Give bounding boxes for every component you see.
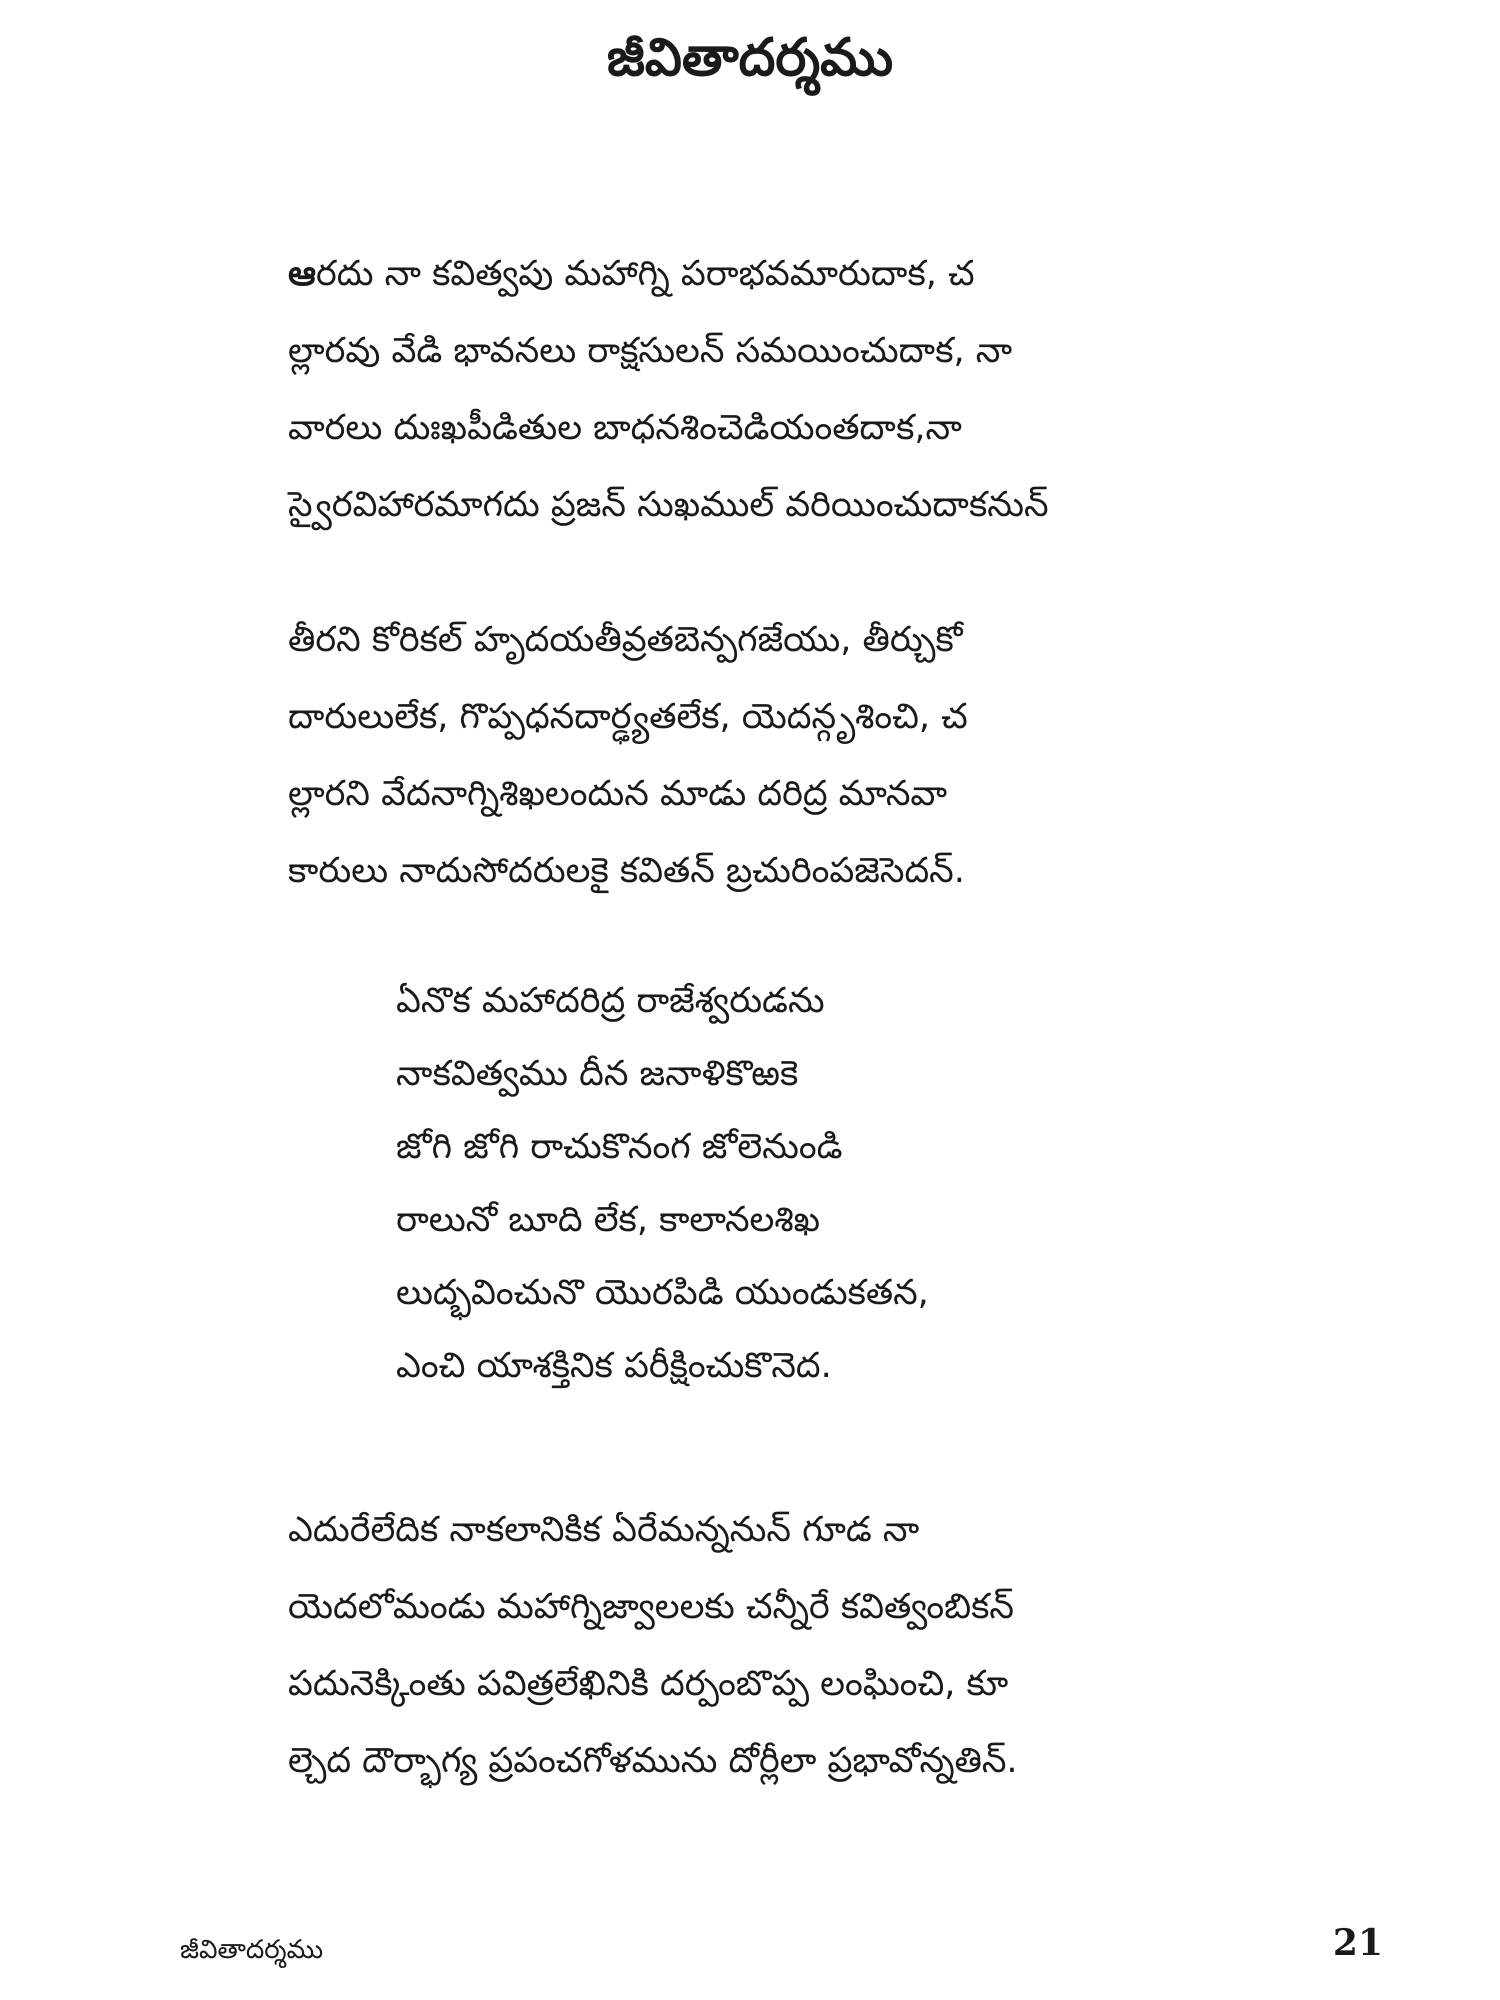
- poem-line: యెదలోమండు మహాగ్నిజ్వాలలకు చన్నీరే కవిత్వంబికన్: [288, 1587, 1014, 1627]
- page-number: 21: [1332, 1922, 1383, 1964]
- stanza-4: [288, 1492, 1018, 1800]
- running-footer-title: జీవితాదర్శము: [180, 1935, 324, 1965]
- stanza-2: [288, 602, 968, 910]
- poem-line: ల్చెద దౌర్భాగ్య ప్రపంచగోళమును దోర్లీలా ప్రభావోన్నతిన్.: [288, 1741, 1018, 1781]
- poem-line: ల్లారవు వేడి భావనలు రాక్షసులన్ సమయించుదాక, నా: [288, 331, 1013, 371]
- lead-letter: ఆ: [288, 254, 316, 294]
- stanza-3: [396, 965, 929, 1403]
- poem-line: పదునెక్కింతు పవిత్రలేఖినికి దర్పంబొప్ప లంఘించి, కూ: [288, 1664, 1009, 1704]
- poem-line: జోగి జోగి రాచుకొనంగ జోలెనుండి: [396, 1127, 843, 1167]
- poem-line: ఎంచి యాశక్తినిక పరీక్షించుకొనెద.: [396, 1346, 832, 1386]
- poem-line: లుద్భవించునొ యొరపిడి యుండుకతన,: [396, 1273, 929, 1313]
- poem-line: ఎదురేలేదిక నాకలానికిక ఏరేమన్ననున్ గూడ నా: [288, 1510, 920, 1550]
- poem-line-text: రదు నా కవిత్వపు మహాగ్ని పరాభవమారుదాక, చ: [315, 254, 975, 294]
- poem-line: [288, 236, 1049, 313]
- poem-line: స్వైరవిహారమాగదు ప్రజన్ సుఖముల్ వరియించుదాకనున్: [288, 485, 1049, 525]
- poem-line: దారులులేక, గొప్పధనదార్ఢ్యతలేక, యెదన్గృశించి, చ: [288, 697, 968, 737]
- page-title: జీవితాదర్శము: [606, 28, 894, 88]
- stanza-1: [288, 236, 1049, 544]
- poem-line: ల్లారని వేదనాగ్నిశిఖలందున మాడు దరిద్ర మానవా: [288, 774, 948, 814]
- poem-line: రాలునో బూది లేక, కాలానలశిఖ: [396, 1200, 821, 1240]
- poem-line: నాకవిత్వము దీన జనాళికొఱకె: [396, 1054, 799, 1094]
- poem-line: తీరని కోరికల్ హృదయతీవ్రతబెన్పగజేయు, తీర్చుకో: [288, 620, 963, 660]
- poem-line: కారులు నాదుసోదరులకై కవితన్ బ్రచురింపజెసెదన్.: [288, 851, 965, 891]
- poem-line: ఏనొక మహాదరిద్ర రాజేశ్వరుడను: [396, 981, 825, 1021]
- poem-line: వారలు దుఃఖపీడితుల బాధనశించెడియంతదాక,నా: [288, 408, 962, 448]
